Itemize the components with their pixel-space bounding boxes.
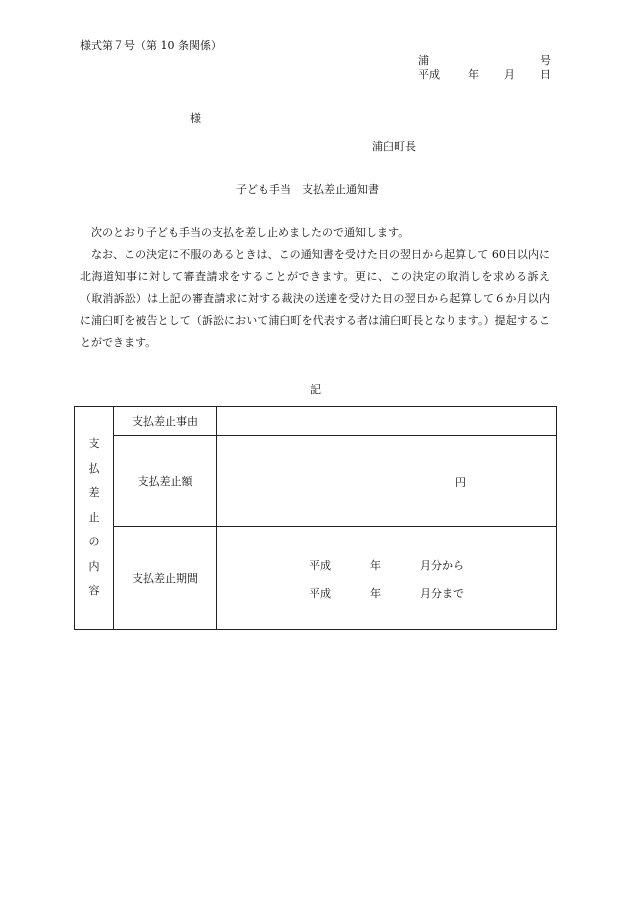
section-char: 止 [88, 510, 100, 524]
section-header-vertical [75, 407, 114, 630]
suspension-details-table [74, 406, 557, 630]
body-paragraph-1: 次のとおり子ども手当の支払を差し止めましたので通知します。 [91, 226, 410, 239]
reason-label: 支払差止事由 [114, 407, 217, 436]
document-title: 子ども手当 支払差止通知書 [236, 183, 379, 196]
section-char: 内 [88, 559, 100, 573]
amount-unit: 円 [455, 476, 466, 489]
doc-number-prefix: 浦 [418, 54, 429, 67]
amount-label: 支払差止額 [114, 436, 217, 527]
issuer-name: 浦臼町長 [372, 140, 416, 153]
reason-value [217, 407, 557, 436]
section-char: の [88, 535, 100, 549]
recipient-honorific: 様 [190, 112, 201, 125]
section-char: 容 [88, 584, 100, 598]
period-from-year: 年 [370, 559, 381, 572]
date-era: 平成 [418, 68, 440, 81]
body-text [80, 222, 550, 354]
ki-heading: 記 [310, 383, 321, 396]
period-from-era: 平成 [309, 559, 331, 572]
period-to-era: 平成 [309, 587, 331, 600]
doc-number-suffix: 号 [540, 54, 551, 67]
body-paragraph-2: なお、この決定に不服のあるときは、この通知書を受けた日の翌日から起算して 60日以内に北海道知事に対して審査請求をすることができます。更に、この決定の取消しを求める訴え（取消訴訟）は上記の審査請求に対する裁決の送達を受けた日の翌日から起算して６か月以内に浦臼町を被告として（訴訟において浦臼町を代表する者は浦臼町長となります。）提起することができます。 [80, 248, 550, 349]
amount-value [217, 436, 557, 527]
date-year: 年 [468, 68, 479, 81]
form-number: 様式第７号（第 10 条関係） [80, 39, 222, 52]
section-char: 払 [88, 461, 100, 475]
period-label: 支払差止期間 [114, 527, 217, 630]
section-char: 差 [88, 486, 100, 500]
section-char: 支 [88, 437, 100, 451]
date-day: 日 [540, 68, 551, 81]
period-to-month: 月分まで [420, 587, 464, 600]
period-value [217, 527, 557, 630]
period-from-month: 月分から [420, 559, 464, 572]
date-month: 月 [504, 68, 515, 81]
period-to-year: 年 [370, 587, 381, 600]
